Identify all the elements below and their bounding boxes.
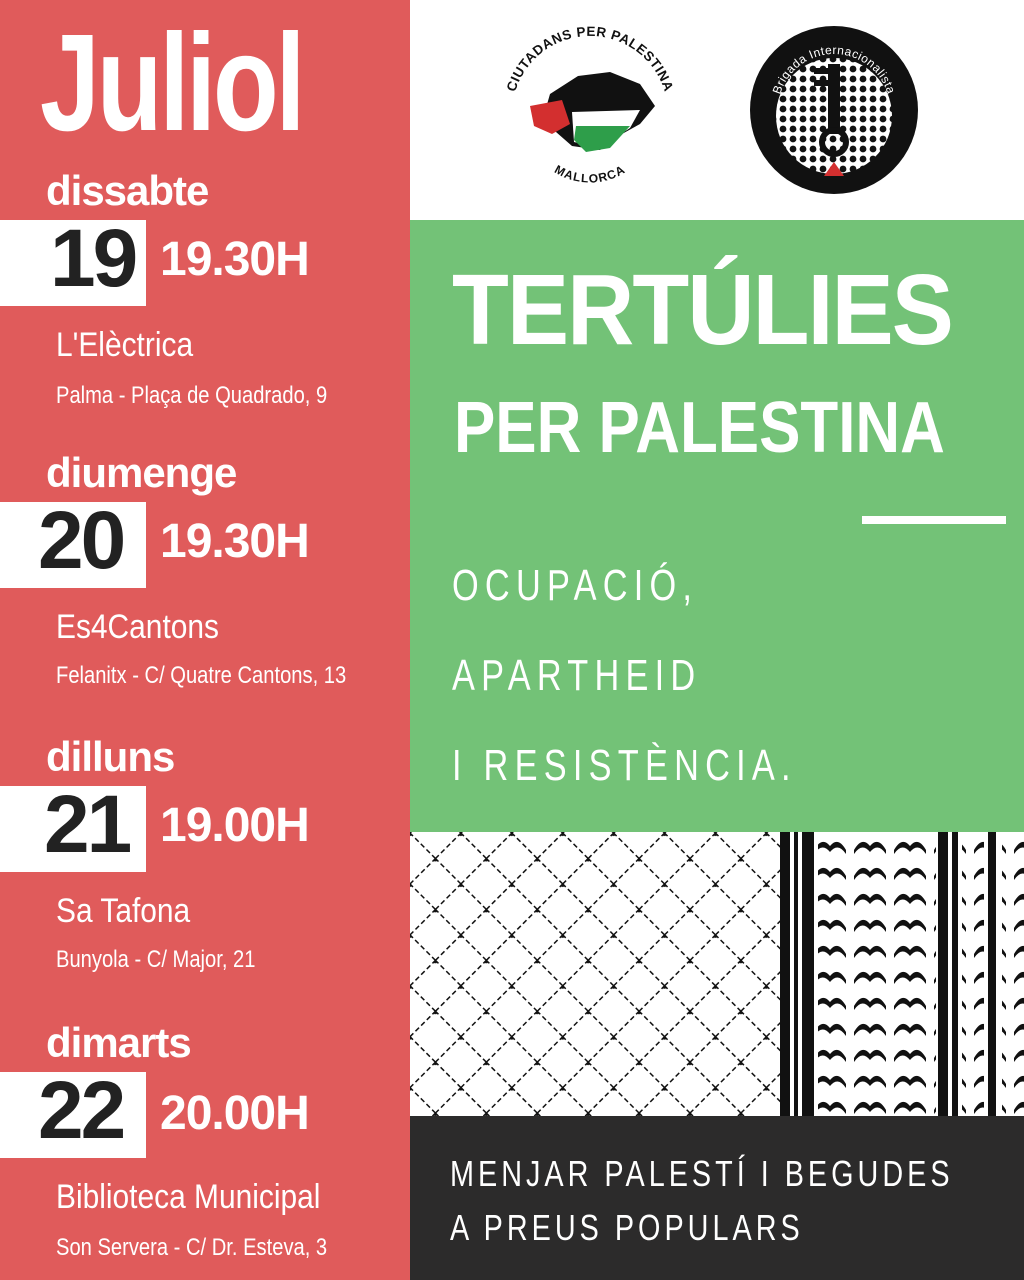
event-venue-4: Biblioteca Municipal	[56, 1178, 321, 1216]
footer-line-1: MENJAR PALESTÍ I BEGUDES	[450, 1153, 954, 1194]
subtitle-line-2: APARTHEID	[452, 651, 702, 700]
brigada-internacionalista-logo	[748, 24, 920, 196]
event-venue-3: Sa Tafona	[56, 892, 191, 930]
footer-line-2: A PREUS POPULARS	[450, 1207, 804, 1248]
keffiyeh-pattern-graphic	[410, 832, 1024, 1116]
event-time-4: 20.00H	[160, 1087, 309, 1140]
logos-area	[410, 0, 1024, 220]
event-date-box-1	[0, 213, 146, 306]
event-date-4: 22	[38, 1065, 124, 1156]
title-line-2: PER PALESTINA	[454, 388, 945, 468]
event-address-3: Bunyola - C/ Major, 21	[56, 946, 256, 973]
event-date-3: 21	[44, 779, 130, 870]
keffiyeh-pattern	[410, 832, 1024, 1116]
subtitle-line-1: OCUPACIÓ,	[452, 561, 699, 610]
event-address-1: Palma - Plaça de Quadrado, 9	[56, 382, 328, 409]
subtitle-line-3: I RESISTÈNCIA.	[452, 741, 797, 790]
logo2-text: Brigada Internacionalista	[769, 42, 899, 96]
event-day-4: dimarts	[46, 1019, 191, 1066]
schedule-column	[0, 0, 410, 1280]
footer-block	[410, 1116, 1024, 1280]
event-address-4: Son Servera - C/ Dr. Esteva, 3	[56, 1234, 328, 1261]
event-date-1: 19	[50, 213, 136, 304]
event-date-2: 20	[38, 495, 124, 586]
event-day-1: dissabte	[46, 167, 209, 214]
event-venue-1: L'Elèctrica	[56, 326, 194, 364]
event-date-box-3	[0, 779, 146, 872]
ciutadans-per-palestina-logo	[490, 14, 690, 204]
event-date-box-2	[0, 495, 146, 588]
event-time-3: 19.00H	[160, 799, 309, 852]
svg-text:MALLORCA	[552, 162, 628, 186]
event-day-2: diumenge	[46, 449, 237, 496]
event-time-2: 19.30H	[160, 515, 309, 568]
title-block	[410, 220, 1024, 832]
logo-text-top: CIUTADANS PER PALESTINA	[503, 23, 677, 94]
title-line-1: TERTÚLIES	[452, 254, 952, 366]
event-address-2: Felanitx - C/ Quatre Cantons, 13	[56, 662, 347, 689]
event-day-3: dilluns	[46, 733, 175, 780]
logo-text-bottom: MALLORCA	[552, 162, 628, 186]
month-title: Juliol	[40, 6, 303, 160]
title-divider	[862, 516, 1006, 524]
event-venue-2: Es4Cantons	[56, 608, 220, 646]
event-date-box-4	[0, 1065, 146, 1158]
event-time-1: 19.30H	[160, 233, 309, 286]
